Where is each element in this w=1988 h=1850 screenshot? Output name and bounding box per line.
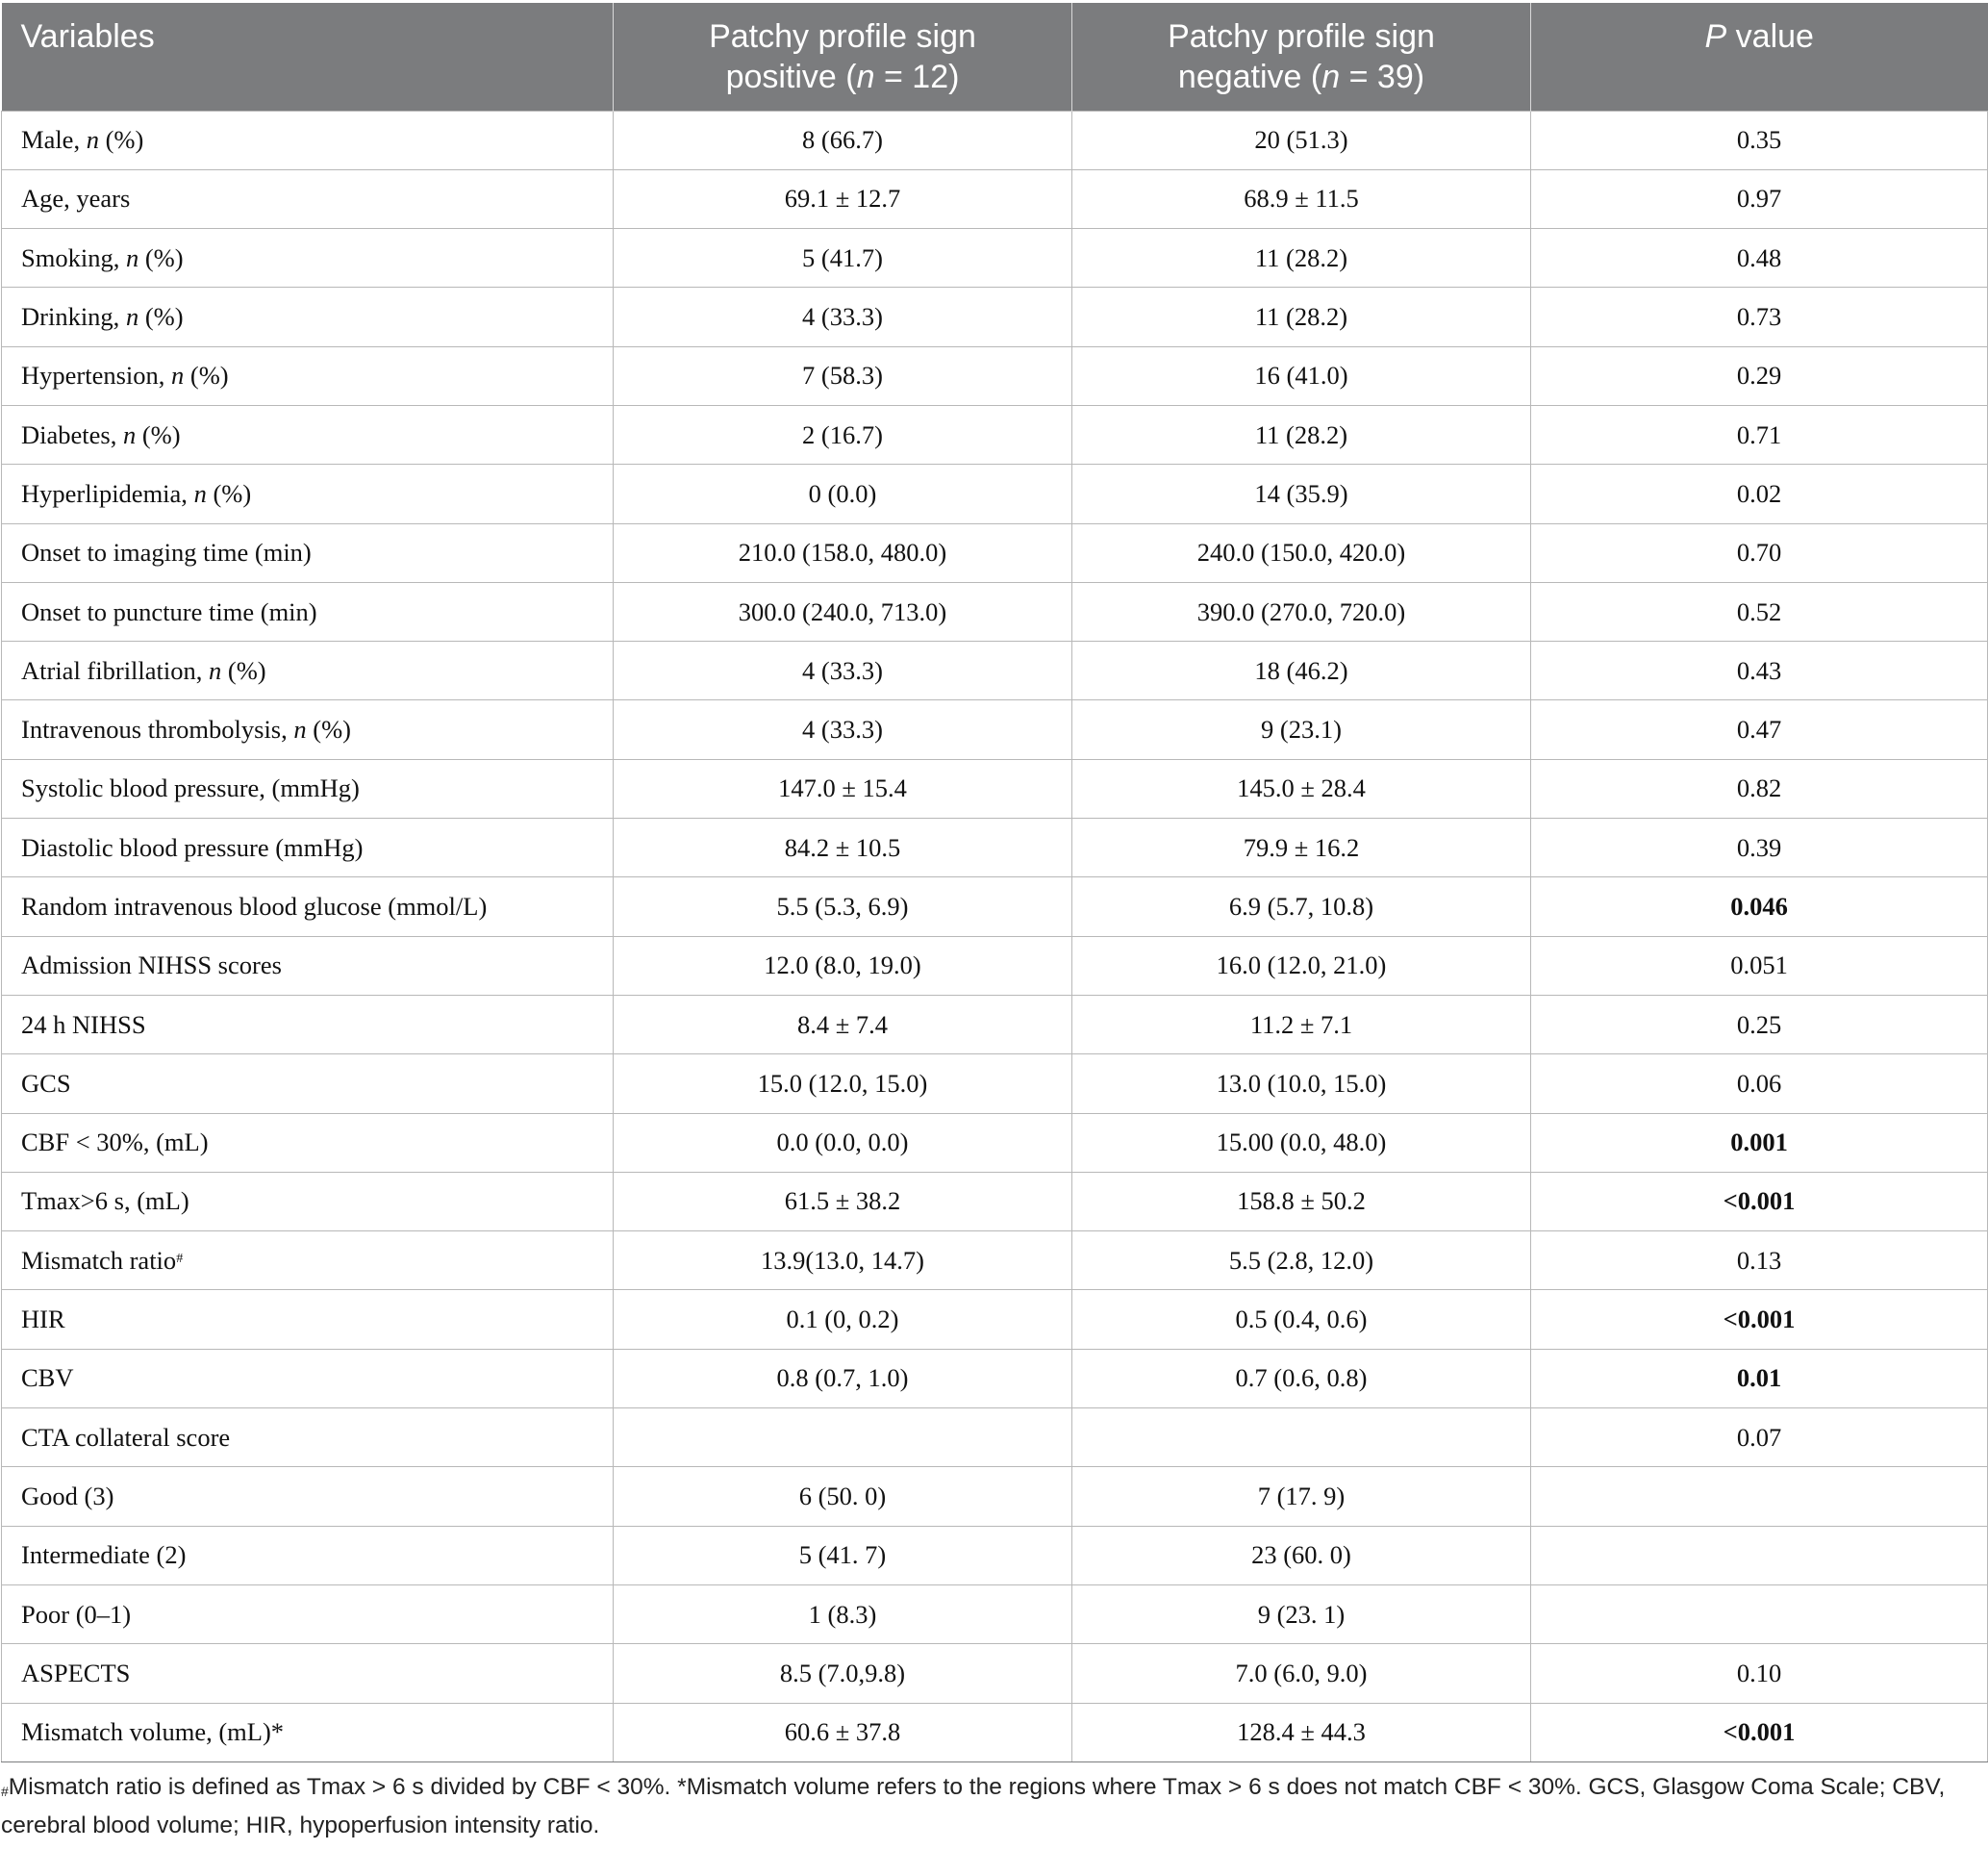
variable-label: Tmax>6 s, (mL)	[2, 1172, 614, 1230]
table-row	[2, 523, 1988, 582]
p-value: 0.051	[1531, 936, 1988, 995]
p-value: 0.02	[1531, 465, 1988, 523]
table-row	[2, 995, 1988, 1053]
positive-value: 61.5 ± 38.2	[614, 1172, 1072, 1230]
p-value: 0.82	[1531, 759, 1988, 818]
negative-value: 13.0 (10.0, 15.0)	[1072, 1054, 1531, 1113]
variable-label: Good (3)	[2, 1467, 614, 1526]
positive-value: 4 (33.3)	[614, 700, 1072, 759]
variable-label: Hyperlipidemia, n (%)	[2, 465, 614, 523]
variable-label: Admission NIHSS scores	[2, 936, 614, 995]
table-row	[2, 700, 1988, 759]
table-row	[2, 288, 1988, 346]
positive-value: 13.9(13.0, 14.7)	[614, 1231, 1072, 1290]
variable-label: Diastolic blood pressure (mmHg)	[2, 819, 614, 877]
negative-value: 79.9 ± 16.2	[1072, 819, 1531, 877]
table-row	[2, 1349, 1988, 1407]
positive-value: 69.1 ± 12.7	[614, 169, 1072, 228]
p-value	[1531, 1584, 1988, 1643]
variable-label: CTA collateral score	[2, 1408, 614, 1467]
p-value: 0.52	[1531, 582, 1988, 641]
table-row	[2, 169, 1988, 228]
positive-value: 0.1 (0, 0.2)	[614, 1290, 1072, 1349]
positive-value: 5.5 (5.3, 6.9)	[614, 877, 1072, 936]
p-value: 0.71	[1531, 405, 1988, 464]
negative-value: 11.2 ± 7.1	[1072, 995, 1531, 1053]
p-value: 0.35	[1531, 111, 1988, 169]
p-value: 0.046	[1531, 877, 1988, 936]
positive-value: 300.0 (240.0, 713.0)	[614, 582, 1072, 641]
variable-label: 24 h NIHSS	[2, 995, 614, 1053]
negative-value: 16.0 (12.0, 21.0)	[1072, 936, 1531, 995]
positive-value: 8.4 ± 7.4	[614, 995, 1072, 1053]
variable-label: Male, n (%)	[2, 111, 614, 169]
table-row	[2, 1231, 1988, 1290]
positive-value: 8.5 (7.0,9.8)	[614, 1644, 1072, 1703]
positive-value: 0.0 (0.0, 0.0)	[614, 1113, 1072, 1172]
positive-value: 210.0 (158.0, 480.0)	[614, 523, 1072, 582]
p-value: 0.10	[1531, 1644, 1988, 1703]
variable-label: Mismatch volume, (mL)*	[2, 1703, 614, 1761]
positive-value: 147.0 ± 15.4	[614, 759, 1072, 818]
negative-value: 14 (35.9)	[1072, 465, 1531, 523]
table-row	[2, 1054, 1988, 1113]
p-value: 0.29	[1531, 346, 1988, 405]
table-row	[2, 1584, 1988, 1643]
header-negative: Patchy profile sign negative (n = 39)	[1072, 3, 1531, 111]
negative-value: 7 (17. 9)	[1072, 1467, 1531, 1526]
positive-value: 0 (0.0)	[614, 465, 1072, 523]
p-value: 0.70	[1531, 523, 1988, 582]
negative-value: 15.00 (0.0, 48.0)	[1072, 1113, 1531, 1172]
variable-label: Hypertension, n (%)	[2, 346, 614, 405]
positive-value: 0.8 (0.7, 1.0)	[614, 1349, 1072, 1407]
positive-value: 5 (41. 7)	[614, 1526, 1072, 1584]
header-positive: Patchy profile sign positive (n = 12)	[614, 3, 1072, 111]
variable-label: Diabetes, n (%)	[2, 405, 614, 464]
positive-value: 8 (66.7)	[614, 111, 1072, 169]
negative-value: 16 (41.0)	[1072, 346, 1531, 405]
p-value: 0.06	[1531, 1054, 1988, 1113]
table-row	[2, 465, 1988, 523]
table-row	[2, 642, 1988, 700]
negative-value: 5.5 (2.8, 12.0)	[1072, 1231, 1531, 1290]
table-row	[2, 1290, 1988, 1349]
table-row	[2, 936, 1988, 995]
table-body	[2, 111, 1988, 1761]
p-value: 0.13	[1531, 1231, 1988, 1290]
variable-label: CBF < 30%, (mL)	[2, 1113, 614, 1172]
positive-value: 1 (8.3)	[614, 1584, 1072, 1643]
variable-label: Drinking, n (%)	[2, 288, 614, 346]
variable-label: Intermediate (2)	[2, 1526, 614, 1584]
table-row	[2, 1526, 1988, 1584]
variable-label: Onset to puncture time (min)	[2, 582, 614, 641]
variable-label: Smoking, n (%)	[2, 229, 614, 288]
table-row	[2, 877, 1988, 936]
variable-label: Random intravenous blood glucose (mmol/L)	[2, 877, 614, 936]
variable-label: Mismatch ratio#	[2, 1231, 614, 1290]
footnote-marker: #	[1, 1784, 9, 1799]
negative-value: 18 (46.2)	[1072, 642, 1531, 700]
p-value: 0.97	[1531, 169, 1988, 228]
positive-value: 4 (33.3)	[614, 288, 1072, 346]
table-footnote	[1, 1768, 1982, 1845]
footnote-text: Mismatch ratio is defined as Tmax > 6 s divided by CBF < 30%. *Mismatch volume refers to the regions where Tmax > 6 s does not match CBF < 30%. GCS, Glasgow Coma Scale; CBV, cerebral blood volume; HIR, hypoperfusion intensity ratio.	[1, 1774, 1946, 1838]
negative-value: 23 (60. 0)	[1072, 1526, 1531, 1584]
negative-value: 0.7 (0.6, 0.8)	[1072, 1349, 1531, 1407]
negative-value: 128.4 ± 44.3	[1072, 1703, 1531, 1761]
header-row	[2, 3, 1988, 111]
p-value: 0.48	[1531, 229, 1988, 288]
table-row	[2, 229, 1988, 288]
positive-value: 7 (58.3)	[614, 346, 1072, 405]
negative-value: 9 (23. 1)	[1072, 1584, 1531, 1643]
negative-value: 20 (51.3)	[1072, 111, 1531, 169]
table-row	[2, 1408, 1988, 1467]
negative-value: 240.0 (150.0, 420.0)	[1072, 523, 1531, 582]
p-value: 0.43	[1531, 642, 1988, 700]
negative-value: 11 (28.2)	[1072, 229, 1531, 288]
variable-label: Onset to imaging time (min)	[2, 523, 614, 582]
p-value: 0.39	[1531, 819, 1988, 877]
table-row	[2, 405, 1988, 464]
negative-value: 390.0 (270.0, 720.0)	[1072, 582, 1531, 641]
negative-value	[1072, 1408, 1531, 1467]
negative-value: 9 (23.1)	[1072, 700, 1531, 759]
p-value: 0.01	[1531, 1349, 1988, 1407]
negative-value: 68.9 ± 11.5	[1072, 169, 1531, 228]
table-row	[2, 759, 1988, 818]
header-variables: Variables	[2, 3, 614, 111]
table-row	[2, 1113, 1988, 1172]
positive-value: 15.0 (12.0, 15.0)	[614, 1054, 1072, 1113]
header-p-value: P value	[1531, 3, 1988, 111]
table-row	[2, 111, 1988, 169]
positive-value: 5 (41.7)	[614, 229, 1072, 288]
data-table	[1, 3, 1988, 1762]
variable-label: Poor (0–1)	[2, 1584, 614, 1643]
positive-value: 6 (50. 0)	[614, 1467, 1072, 1526]
negative-value: 0.5 (0.4, 0.6)	[1072, 1290, 1531, 1349]
negative-value: 7.0 (6.0, 9.0)	[1072, 1644, 1531, 1703]
table-row	[2, 346, 1988, 405]
variable-label: HIR	[2, 1290, 614, 1349]
table-row	[2, 1644, 1988, 1703]
positive-value	[614, 1408, 1072, 1467]
positive-value: 2 (16.7)	[614, 405, 1072, 464]
p-value: 0.001	[1531, 1113, 1988, 1172]
negative-value: 158.8 ± 50.2	[1072, 1172, 1531, 1230]
p-value: <0.001	[1531, 1703, 1988, 1761]
negative-value: 145.0 ± 28.4	[1072, 759, 1531, 818]
table-header	[2, 3, 1988, 111]
variable-label: ASPECTS	[2, 1644, 614, 1703]
p-value: 0.25	[1531, 995, 1988, 1053]
variable-label: CBV	[2, 1349, 614, 1407]
table-row	[2, 582, 1988, 641]
variable-label: Age, years	[2, 169, 614, 228]
positive-value: 84.2 ± 10.5	[614, 819, 1072, 877]
negative-value: 11 (28.2)	[1072, 405, 1531, 464]
negative-value: 11 (28.2)	[1072, 288, 1531, 346]
variable-label: Intravenous thrombolysis, n (%)	[2, 700, 614, 759]
variable-label: Atrial fibrillation, n (%)	[2, 642, 614, 700]
table-row	[2, 1172, 1988, 1230]
p-value: <0.001	[1531, 1172, 1988, 1230]
table-row	[2, 1703, 1988, 1761]
positive-value: 60.6 ± 37.8	[614, 1703, 1072, 1761]
positive-value: 12.0 (8.0, 19.0)	[614, 936, 1072, 995]
p-value: 0.73	[1531, 288, 1988, 346]
variable-label: Systolic blood pressure, (mmHg)	[2, 759, 614, 818]
p-value	[1531, 1467, 1988, 1526]
negative-value: 6.9 (5.7, 10.8)	[1072, 877, 1531, 936]
p-value: 0.47	[1531, 700, 1988, 759]
variable-label: GCS	[2, 1054, 614, 1113]
p-value	[1531, 1526, 1988, 1584]
p-value: <0.001	[1531, 1290, 1988, 1349]
table-row	[2, 1467, 1988, 1526]
p-value: 0.07	[1531, 1408, 1988, 1467]
positive-value: 4 (33.3)	[614, 642, 1072, 700]
table-row	[2, 819, 1988, 877]
